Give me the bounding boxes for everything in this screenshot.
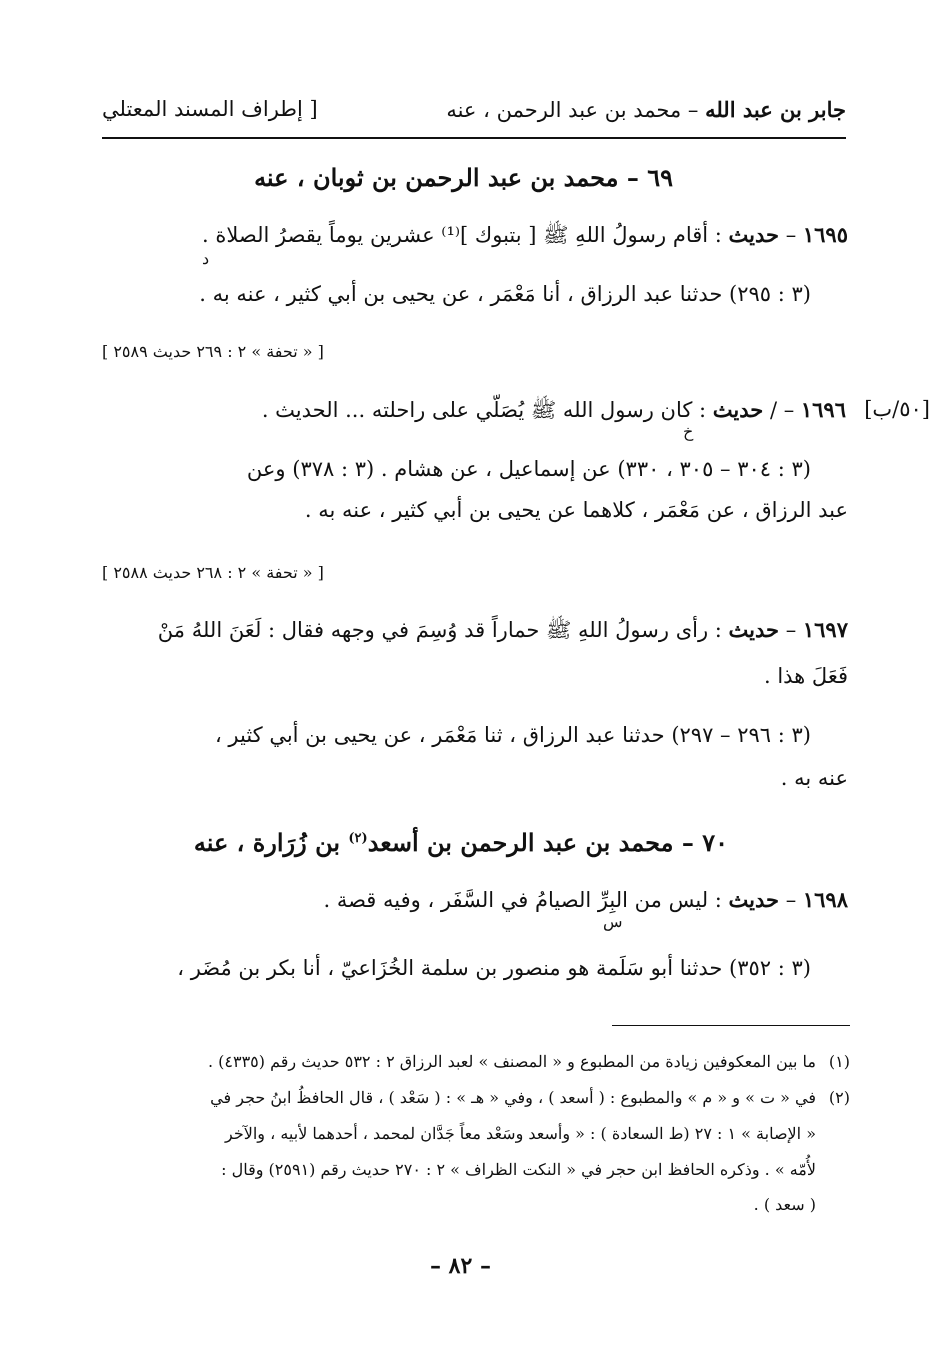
running-header-bold: جابر بن عبد الله xyxy=(705,97,846,122)
hadith-label: حديث xyxy=(728,222,780,247)
hadith-letter: س xyxy=(603,912,623,931)
hadith-dash: – xyxy=(779,618,803,642)
footnote-2-line: « الإصابة » ١ : ٢٧ (ط السعادة ) : « وأسعد وسَعْد معاً جَدَّان لمحمد ، أحدهما لأبيه ، والآخر xyxy=(224,1124,816,1143)
hadith-text: : ليس من البِرِّ الصيامُ في السَّفَر ، وفيه قصة . xyxy=(323,888,729,912)
footnote-2-line: في « ت » و « م » والمطبوع : ( أسعد ) ، وفي « هـ » : ( سَعْد ) ، قال الحافظُ ابنُ حجر في xyxy=(210,1088,816,1107)
hadith-dash: – xyxy=(779,888,803,912)
footnote-divider xyxy=(612,1025,850,1026)
footnote-1: ما بين المعكوفين زيادة من المطبوع و « المصنف » لعبد الرزاق ٢ : ٥٣٢ حديث رقم (٤٣٣٥) . xyxy=(207,1052,816,1071)
footnote-2-marker: (٢) xyxy=(828,1088,850,1107)
footnote-2-line: لأُمّه » . وذكره الحافظ ابن حجر في « النكت الظراف » ٢ : ٢٧٠ حديث رقم (٢٥٩١) وقال : xyxy=(221,1160,816,1179)
hadith-dash: – / xyxy=(763,398,801,422)
tuhfa-reference: [ « تحفة » ٢ : ٢٦٩ حديث ٢٥٨٩ ] xyxy=(102,342,324,361)
header-divider xyxy=(102,137,846,139)
section-title-70 xyxy=(194,828,728,857)
hadith-number: ١٦٩٨ xyxy=(802,887,848,912)
hadith-source-line: (٣ : ٢٩٦ – ٢٩٧) حدثنا عبد الرزاق ، ثنا مَعْمَر ، عن يحيى بن أبي كثير ، xyxy=(214,723,811,747)
hadith-1697 xyxy=(158,617,848,648)
section-title-part: ٧٠ – محمد بن عبد الرحمن بن أسعد xyxy=(367,828,728,857)
hadith-number: ١٦٩٥ xyxy=(802,222,848,247)
page-number: – ٨٢ – xyxy=(430,1253,491,1279)
book-title: [ إطراف المسند المعتلي xyxy=(102,97,318,121)
hadith-number: ١٦٩٦ xyxy=(800,397,846,422)
hadith-label: حديث xyxy=(712,397,764,422)
hadith-1698 xyxy=(323,887,848,912)
tuhfa-reference: [ « تحفة » ٢ : ٢٦٨ حديث ٢٥٨٨ ] xyxy=(102,563,324,582)
section-title-part: بن زُرَارة ، عنه xyxy=(193,828,349,857)
hadith-text-continuation: فَعَلَ هذا . xyxy=(763,664,848,688)
hadith-text: : كان رسول الله ﷺ يُصَلّي على راحلته ... الحديث . xyxy=(261,398,713,422)
footnote-2-line: ( سعد ) . xyxy=(753,1195,816,1214)
running-header-rest: – محمد بن عبد الرحمن ، عنه xyxy=(446,98,706,122)
hadith-source: (٣ : ٢٩٥) حدثنا عبد الرزاق ، أنا مَعْمَر ، عن يحيى بن أبي كثير ، عنه به . xyxy=(199,282,811,306)
hadith-1696 xyxy=(262,397,846,428)
hadith-1695 xyxy=(202,222,848,253)
hadith-text: : رأى رسولُ اللهِ ﷺ حماراً قد وُسِمَ في وجهه فقال : لَعَنَ اللهُ مَنْ xyxy=(157,618,729,642)
hadith-text: : أقام رسولُ اللهِ ﷺ [ بتبوك ]⁽¹⁾ عشرين يوماً يقصرُ الصلاة . xyxy=(201,223,729,247)
section-title-69: ٦٩ – محمد بن عبد الرحمن بن ثوبان ، عنه xyxy=(254,163,673,192)
hadith-label: حديث xyxy=(728,887,780,912)
hadith-source: (٣ : ٣٥٢) حدثنا أبو سَلَمة هو منصور بن سلمة الخُزَاعيّ ، أنا بكر بن مُضَر ، xyxy=(177,956,811,980)
hadith-dash: – xyxy=(779,223,803,247)
margin-folio-note: [٥٠/ب] xyxy=(864,397,930,421)
running-header xyxy=(446,97,846,122)
footnote-1-marker: (١) xyxy=(828,1052,850,1071)
hadith-number: ١٦٩٧ xyxy=(802,617,848,642)
hadith-source-line: عبد الرزاق ، عن مَعْمَر ، كلاهما عن يحيى بن أبي كثير ، عنه به . xyxy=(304,498,848,522)
hadith-label: حديث xyxy=(728,617,780,642)
hadith-letter: د xyxy=(202,249,210,268)
hadith-source-line: عنه به . xyxy=(780,766,848,790)
footnote-ref: (٢) xyxy=(348,831,368,846)
hadith-letter: خ xyxy=(683,422,694,441)
hadith-source-line: (٣ : ٣٠٤ – ٣٠٥ ، ٣٣٠) عن إسماعيل ، عن هشام . (٣ : ٣٧٨) وعن xyxy=(246,457,811,481)
